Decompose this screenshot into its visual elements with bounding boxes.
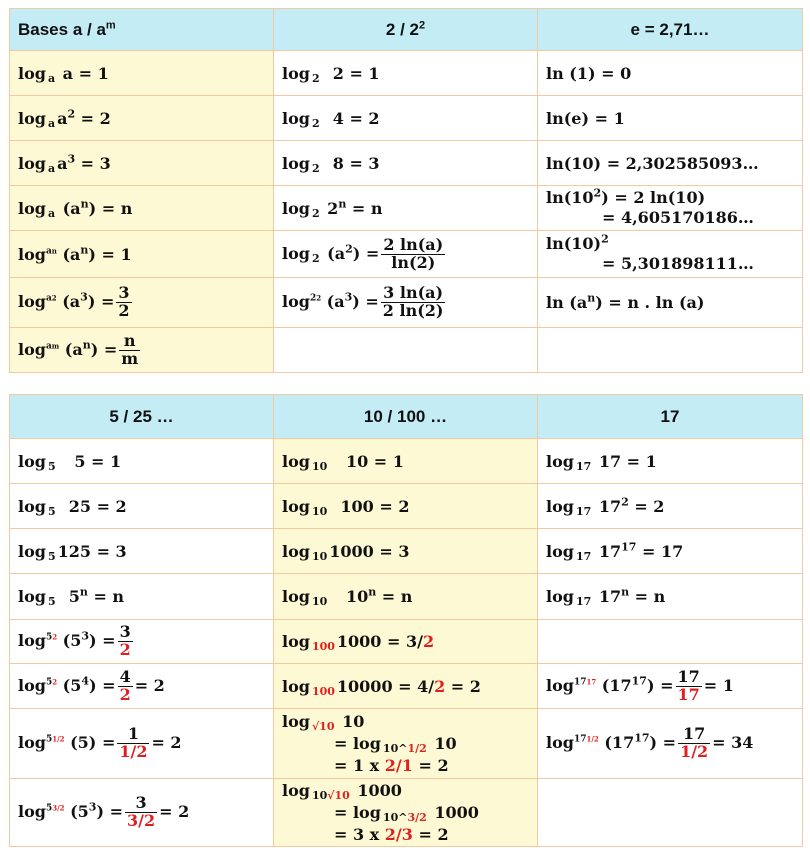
cell-log5half-5: $\log^{51/2} (5)$ = $\frac{1}{1/2}$ = 2 — [10, 709, 274, 779]
cell-ln-10-squared: $\ln(10)^2$ = 5,301898111… — [538, 231, 803, 278]
cell-empty — [274, 328, 538, 373]
cell-log10-10n: log 10 $10^n = n$ — [274, 574, 538, 620]
cell-log22-a3: $\log^{22} (a^3)$ = $\frac{3 \ln(a)}{2 \ln(2)}$ — [274, 278, 538, 328]
header-bases-a: Bases a / $a^m$ — [10, 9, 274, 51]
table-row — [10, 574, 803, 620]
log-table-numeric-bases — [9, 394, 803, 847]
table-row — [10, 529, 803, 574]
cell-log-a2-a3: $\log^{a2} (a^3)$ = $\frac{3}{2}$ — [10, 278, 274, 328]
cell-log-a-an: log a $(a^n) = n$ — [10, 186, 274, 231]
cell-log17-17: log 17 17 = 1 — [538, 439, 803, 484]
table-row — [10, 51, 803, 96]
header-base-e: e = 2,71… — [538, 9, 803, 51]
cell-log52-54: $\log^{52} (5^4)$ = $\frac{4}{2}$ = 2 — [10, 664, 274, 709]
table-row — [10, 186, 803, 231]
cell-log5three-half-53: $\log^{53/2} (5^3)$ = $\frac{3}{3/2}$ = 2 — [10, 779, 274, 847]
table-row — [10, 231, 803, 278]
table-row — [10, 439, 803, 484]
cell-log17-17n: log 17 $17^n = n$ — [538, 574, 803, 620]
table-row — [10, 620, 803, 664]
cell-log-am-an: $\log^{am} (a^n)$ = $\frac{n}{m}$ — [10, 328, 274, 373]
cell-log2-2: log 2 2 = 1 — [274, 51, 538, 96]
cell-log10-10: log 10 10 = 1 — [274, 439, 538, 484]
header-base-17: 17 — [538, 395, 803, 439]
table-row — [10, 141, 803, 186]
cell-log52-53: $\log^{52} (5^3)$ = $\frac{3}{2}$ — [10, 620, 274, 664]
cell-log-10sqrt10-1000: log 10√10 1000 = log 10^3/2 1000 = 3 x 2/3 = 2 — [274, 779, 538, 847]
table-header-row — [10, 9, 803, 51]
log-table-bases — [9, 8, 803, 373]
table-row — [10, 664, 803, 709]
header-base-5: 5 / 25 … — [10, 395, 274, 439]
cell-log5-5n: log 5 $5^n = n$ — [10, 574, 274, 620]
table-row — [10, 96, 803, 141]
cell-log2-8: log 2 8 = 3 — [274, 141, 538, 186]
cell-log2-4: log 2 4 = 2 — [274, 96, 538, 141]
header-base-10: 10 / 100 … — [274, 395, 538, 439]
table-row — [10, 484, 803, 529]
cell-log-a-a3: log a $a^3 = 3$ — [10, 141, 274, 186]
cell-log10-1000: log 10 1000 = 3 — [274, 529, 538, 574]
cell-ln-an: $\ln (a^n) = n$ . ln (a) — [538, 278, 803, 328]
cell-log17half-1717: $\log^{171/2} (17^{17})$ = $\frac{17}{1/2}$ = 34 — [538, 709, 803, 779]
cell-log10-100: log 10 100 = 2 — [274, 484, 538, 529]
cell-log2-a2: log 2 $(a^2)$ = $\frac{2 \ln(a)}{\ln(2)}$ — [274, 231, 538, 278]
cell-ln-10: ln(10) = 2,302585093… — [538, 141, 803, 186]
cell-log100-1000: log 100 1000 = 3/2 — [274, 620, 538, 664]
cell-ln-e: ln(e) = 1 — [538, 96, 803, 141]
table-row — [10, 779, 803, 847]
cell-log-a-a: log a a = 1 — [10, 51, 274, 96]
cell-empty — [538, 779, 803, 847]
cell-log2-2n: log 2 $2^n = n$ — [274, 186, 538, 231]
cell-ln-1: ln (1) = 0 — [538, 51, 803, 96]
cell-log5-25: log 5 25 = 2 — [10, 484, 274, 529]
cell-ln-10-squared-arg: $\ln(10^2) = 2$ ln(10) = 4,605170186… — [538, 186, 803, 231]
cell-empty — [538, 620, 803, 664]
cell-log-sqrt10-10: log √10 10 = log 10^1/2 10 = 1 x 2/1 = 2 — [274, 709, 538, 779]
table-header-row — [10, 395, 803, 439]
cell-log1717-1717: $\log^{1717} (17^{17})$ = $\frac{17}{17}$ = 1 — [538, 664, 803, 709]
cell-log5-125: log 5 125 = 3 — [10, 529, 274, 574]
header-base-2: $2 / 2^2$ — [274, 9, 538, 51]
cell-empty — [538, 328, 803, 373]
cell-log-an-an: $\log^{an} (a^n) = 1$ — [10, 231, 274, 278]
cell-log-a-a2: log a $a^2 = 2$ — [10, 96, 274, 141]
table-row — [10, 328, 803, 373]
cell-log5-5: log 5 5 = 1 — [10, 439, 274, 484]
cell-log17-17sq: log 17 $17^2 = 2$ — [538, 484, 803, 529]
table-row — [10, 278, 803, 328]
cell-log100-10000: log 100 10000 = 4/2 = 2 — [274, 664, 538, 709]
table-row — [10, 709, 803, 779]
cell-log17-17pow17: log 17 $17^{17} = 17$ — [538, 529, 803, 574]
